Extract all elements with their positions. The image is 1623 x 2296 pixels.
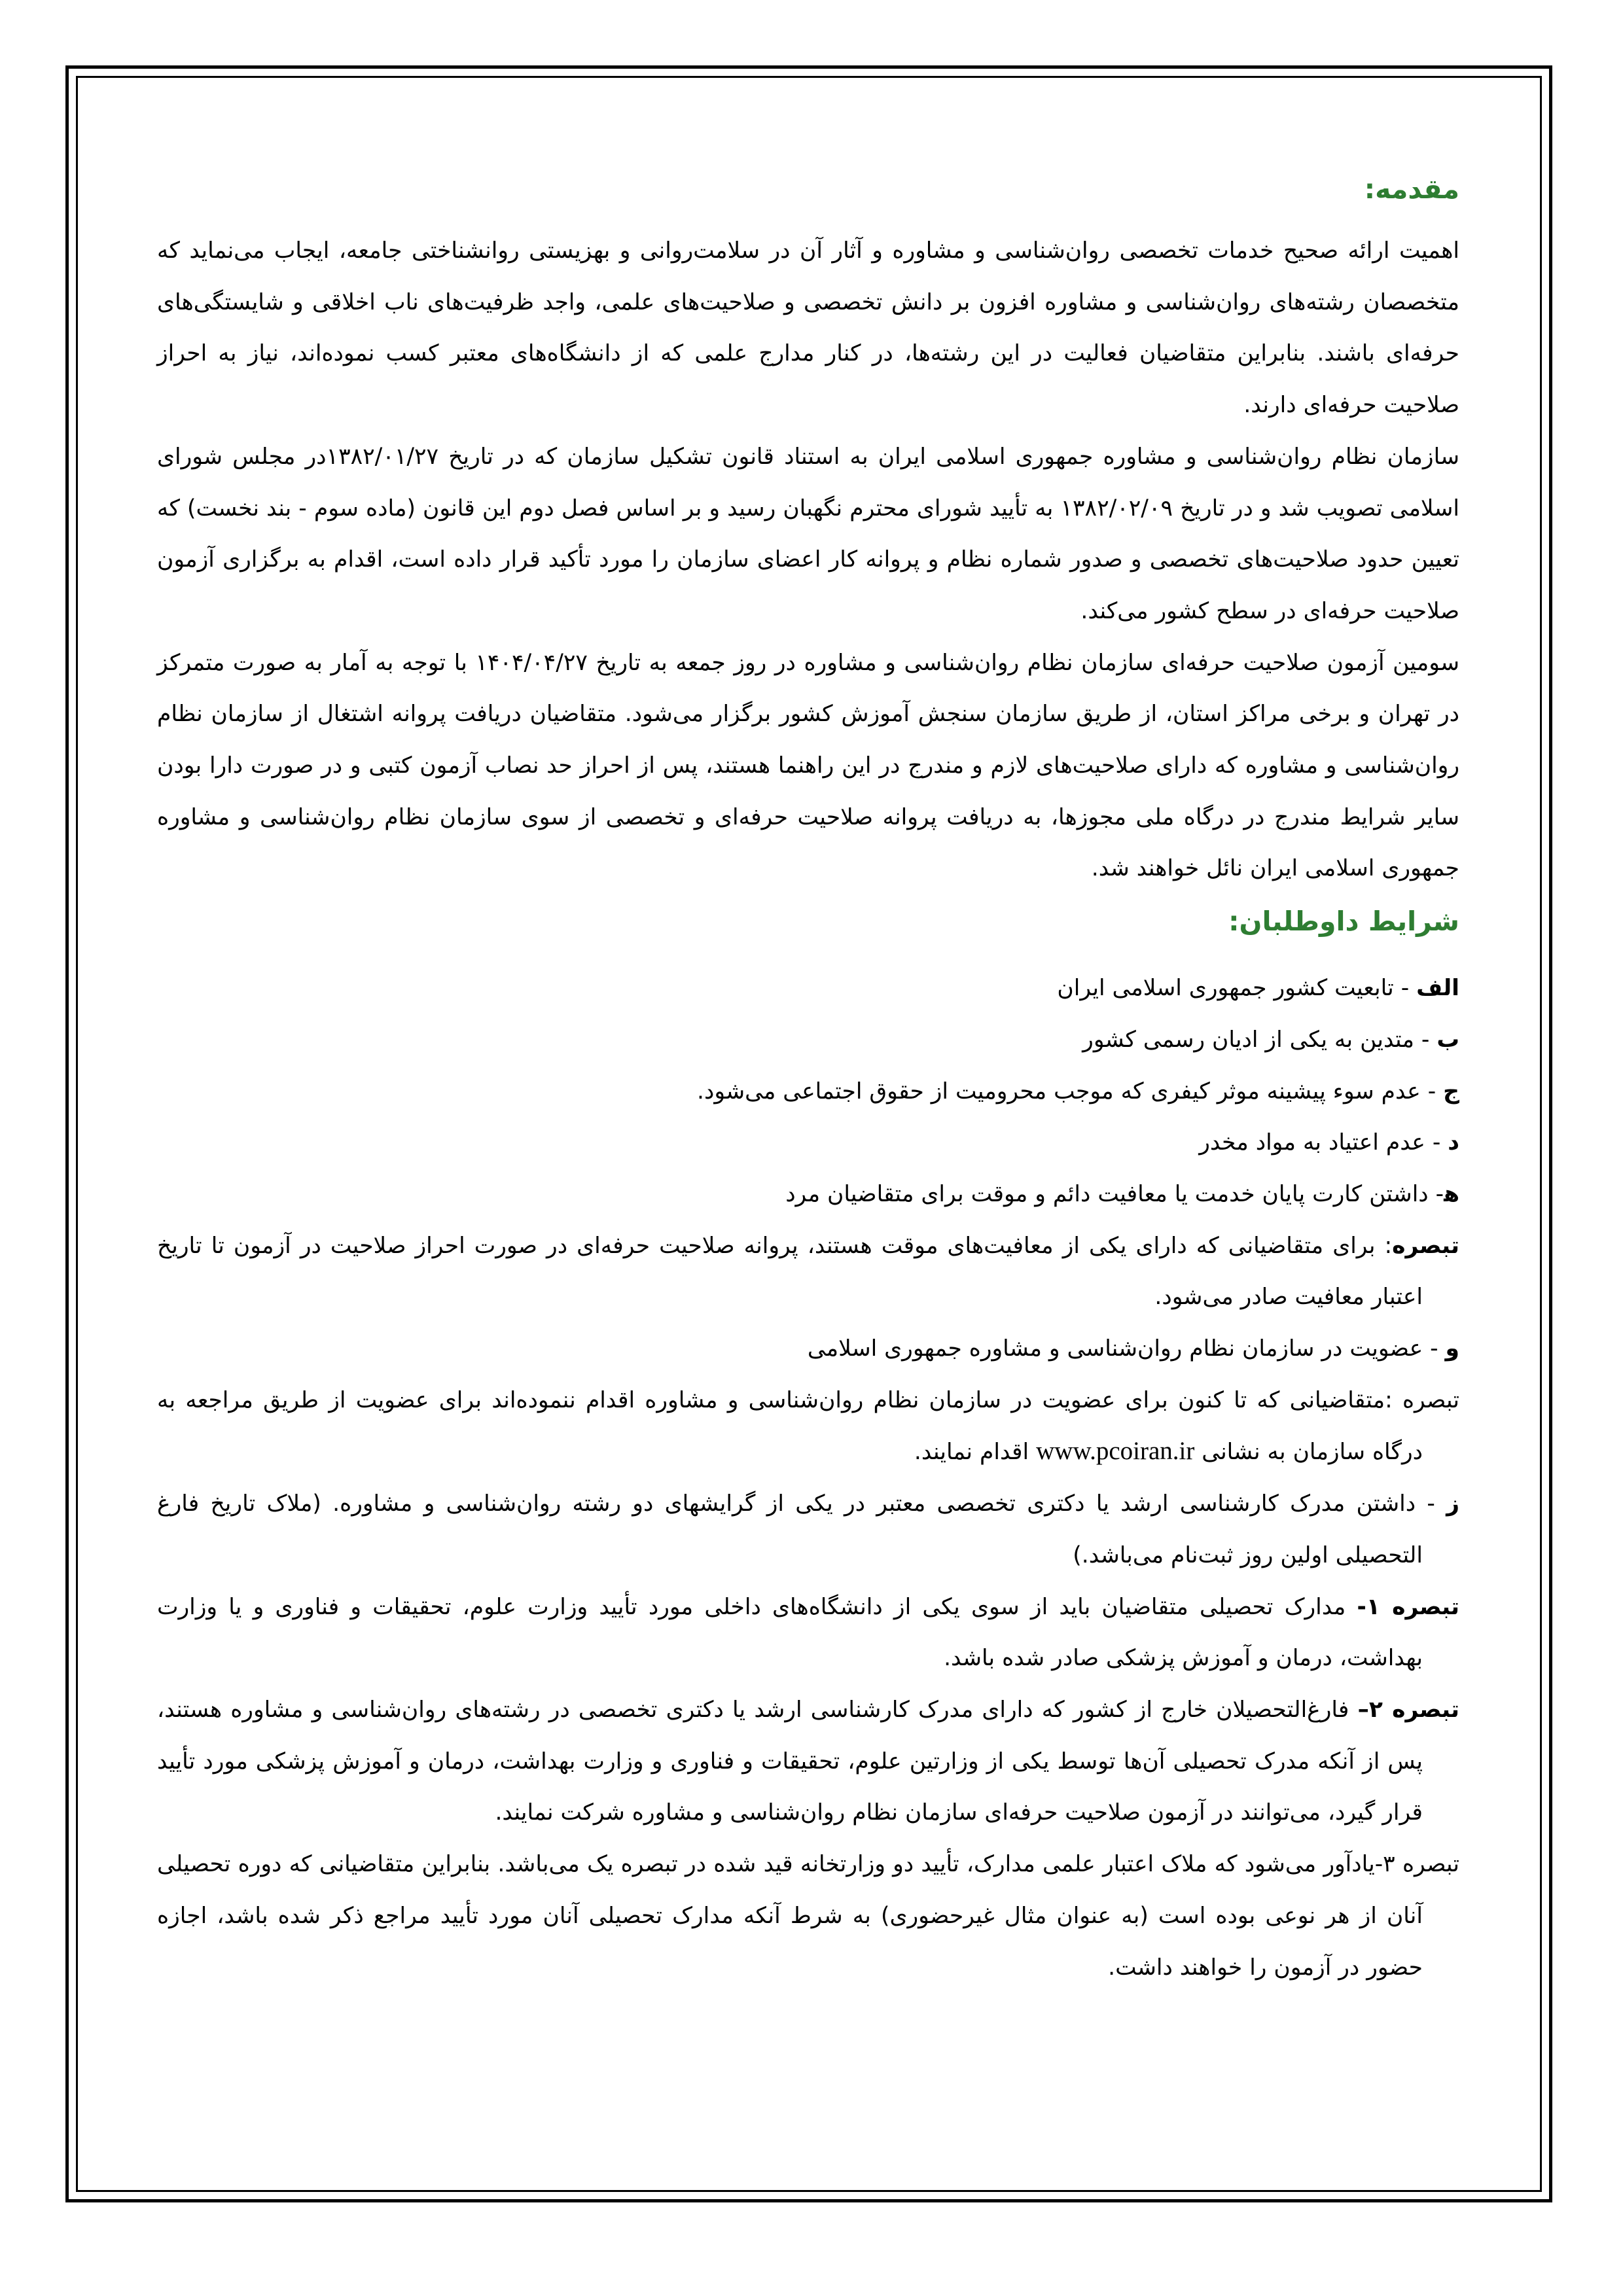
condition-he-label: ﻫ [1444,1180,1459,1207]
condition-jim [157,1066,1459,1118]
condition-ze-text: - داشتن مدرک کارشناسی ارشد یا دکتری تخصصی معتبر در یکی از گرایشهای دو رشته روان‌شناسی و مشاوره. (ملاک تاریخ فارغ التحصیلی اولین روز ثبت‌نام می‌باشد.) [157,1491,1447,1568]
note-2 [157,1684,1459,1839]
note-vav-text-before: تبصره :متقاضیانی که تا کنون برای عضویت در سازمان نظام روان‌شناسی و مشاوره اقدام ننموده‌اند برای عضویت از طریق مراجعه به درگاه سازمان به نشانی [157,1386,1459,1466]
condition-dal [157,1117,1459,1169]
condition-be [157,1014,1459,1066]
condition-alef [157,963,1459,1014]
condition-vav-label: و [1445,1335,1459,1362]
condition-vav [157,1323,1459,1375]
note-he [157,1220,1459,1323]
condition-ze [157,1478,1459,1581]
intro-paragraph-3: سومین آزمون صلاحیت حرفه‌ای سازمان نظام روان‌شناسی و مشاوره در روز جمعه به تاریخ ۱۴۰۴/۰۴/۲۷ با توجه به آمار به صورت متمرکز در تهران و برخی مراکز استان، از طریق سازمان سنجش آموزش کشور برگزار می‌شود. متقاضیان دریافت پروانه اشتغال از سازمان نظام روان‌شناسی و مشاوره که دارای صلاحیت‌های لازم و مندرج در این راهنما هستند، پس از احراز حد نصاب آزمون کتبی و در صورت دارا بودن سایر شرایط مندرج در درگاه ملی مجوزها، به دریافت پروانه صلاحیت حرفه‌ای و تخصصی از سوی سازمان نظام روان‌شناسی و مشاوره جمهوری اسلامی ایران نائل خواهند شد. [157,649,1459,882]
condition-be-text: - متدین به یکی از ادیان رسمی کشور [1082,1026,1437,1053]
condition-jim-label: ج [1443,1078,1459,1104]
condition-dal-text: - عدم اعتیاد به مواد مخدر [1199,1129,1448,1156]
note-he-text: : برای متقاضیانی که دارای یکی از معافیت‌های موقت هستند، پروانه صلاحیت حرفه‌ای در صورت احراز صلاحیت در آزمون تا تاریخ اعتبار معافیت صادر می‌شود. [157,1232,1423,1311]
note-1 [157,1581,1459,1684]
conditions-heading: شرایط داوطلبان: [1228,906,1459,938]
condition-alef-label: الف [1416,975,1459,1002]
note-vav [157,1375,1459,1478]
note-1-text: مدارک تحصیلی متقاضیان باید از سوی یکی از دانشگاه‌های داخلی مورد تأیید وزارت علوم، تحقیقات و فناوری و یا وزارت بهداشت، درمان و آموزش پزشکی صادر شده باشد. [157,1593,1423,1672]
condition-vav-text: - عضویت در سازمان نظام روان‌شناسی و مشاوره جمهوری اسلامی [807,1335,1446,1362]
condition-jim-text: - عدم سوء پیشینه موثر کیفری که موجب محرومیت از حقوق اجتماعی می‌شود. [697,1078,1444,1104]
document-body [157,162,1459,1993]
note-1-label: تبصره ۱- [1357,1593,1459,1620]
condition-he-text: - داشتن کارت پایان خدمت یا معافیت دائم و موقت برای متقاضیان مرد [785,1180,1444,1207]
condition-alef-text: - تابعیت کشور جمهوری اسلامی ایران [1057,975,1417,1002]
condition-be-label: ب [1436,1026,1459,1053]
condition-ze-label: ز [1446,1491,1459,1517]
note-he-label: تبصره [1392,1232,1459,1259]
note-2-label: تبصره ۲– [1357,1696,1459,1723]
note-vav-text-after: اقدام نمایند. [914,1439,1037,1466]
note-2-text: فارغ‌التحصیلان خارج از کشور که دارای مدرک کارشناسی ارشد یا دکتری تخصصی در رشته‌های روان‌شناسی و مشاوره هستند، پس از آنکه مدرک تحصیلی آن‌ها توسط یکی از وزارتین علوم، تحقیقات و فناوری و وزارت بهداشت، درمان و آموزش پزشکی مورد تأیید قرار گیرد، می‌توانند در آزمون صلاحیت حرفه‌ای سازمان نظام روان‌شناسی و مشاوره شرکت نمایند. [157,1696,1423,1826]
note-3: تبصره ۳-یادآور می‌شود که ملاک اعتبار علمی مدارک، تأیید دو وزارتخانه قید شده در تبصره یک می‌باشد. بنابراین متقاضیانی که دوره تحصیلی آنان از هر نوعی بوده است (به عنوان مثال غیرحضوری) به شرط آنکه مدارک تحصیلی آنان مورد تأیید مراجع ذکر شده باشد، اجازه حضور در آزمون را خواهند داشت. [157,1851,1459,1981]
condition-dal-label: د [1448,1129,1459,1156]
intro-paragraph-1: اهمیت ارائه صحیح خدمات تخصصی روان‌شناسی و مشاوره و آثار آن در سلامت‌روانی و بهزیستی روانشناختی جامعه، ایجاب می‌نماید که متخصصان رشته‌های روان‌شناسی و مشاوره افزون بر دانش تخصصی و صلاحیت‌های علمی، واجد ظرفیت‌های ناب اخلاقی و شایستگی‌های حرفه‌ای باشند. بنابراین متقاضیان فعالیت در این رشته‌ها، در کنار مدارج علمی که از دانشگاه‌های معتبر کسب نموده‌اند، نیاز به احراز صلاحیت حرفه‌ای دارند. [157,238,1459,419]
intro-heading: مقدمه: [1364,173,1459,205]
intro-paragraph-2: سازمان نظام روان‌شناسی و مشاوره جمهوری اسلامی ایران به استناد قانون تشکیل سازمان که در تاریخ ۱۳۸۲/۰۱/۲۷در مجلس شورای اسلامی تصویب شد و در تاریخ ۱۳۸۲/۰۲/۰۹ به تأیید شورای محترم نگهبان رسید و بر اساس فصل دوم این قانون (ماده سوم - بند نخست) که تعیین حدود صلاحیت‌های تخصصی و صدور شماره نظام و پروانه کار اعضای سازمان را مورد تأکید قرار داده است، اقدام به برگزاری آزمون صلاحیت حرفه‌ای در سطح کشور می‌کند. [157,443,1460,624]
note-vav-url: www.pcoiran.ir [1036,1437,1195,1466]
condition-he [157,1169,1459,1220]
